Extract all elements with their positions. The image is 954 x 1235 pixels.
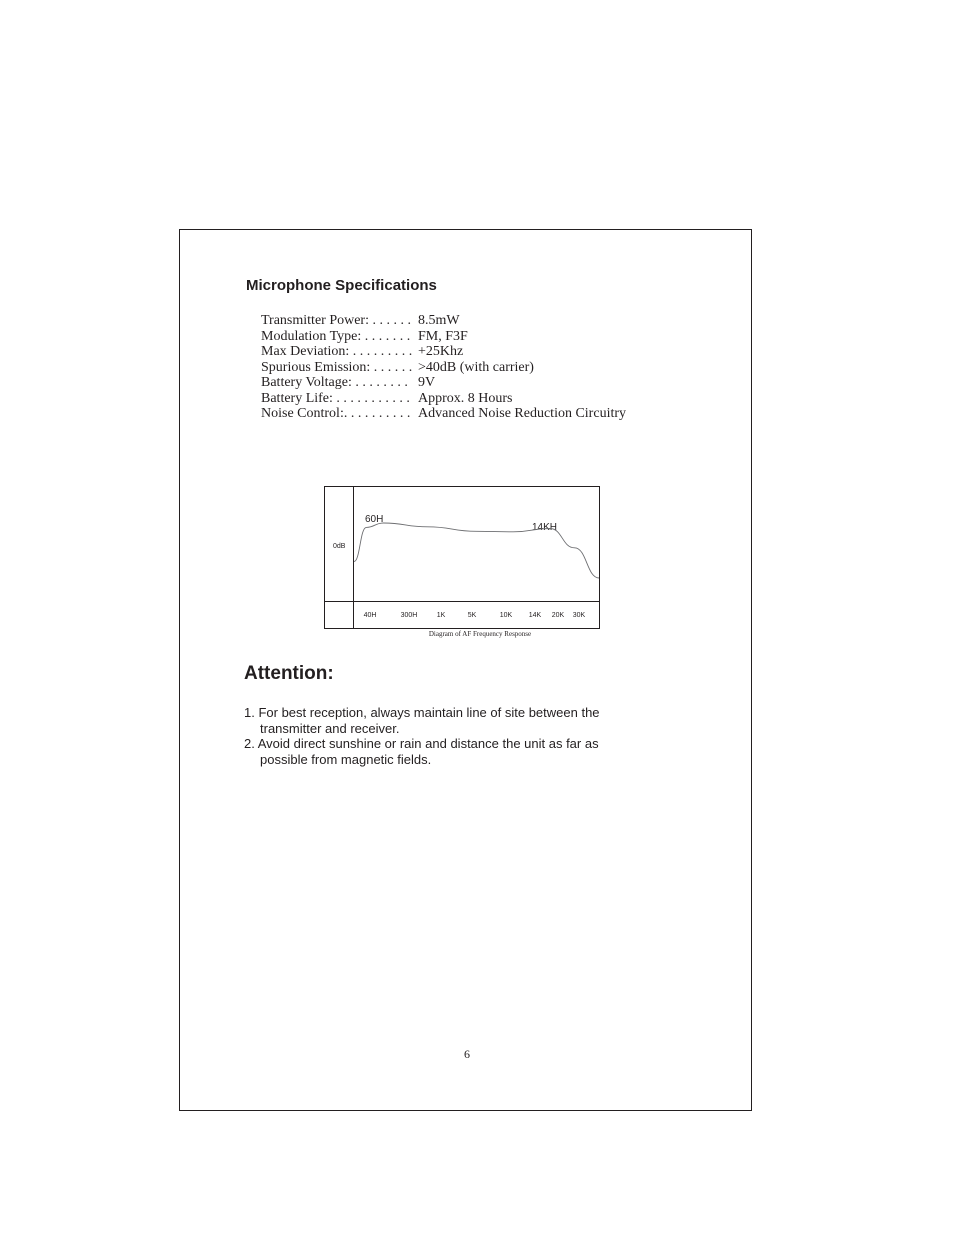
x-tick-label: 14K (528, 612, 542, 619)
spec-label: Spurious Emission: . . . . . . (261, 360, 413, 375)
frequency-response-line (354, 523, 599, 578)
page-number: 6 (464, 1047, 470, 1061)
spec-value: 9V (418, 375, 436, 390)
spec-value: Advanced Noise Reduction Circuitry (418, 406, 627, 421)
x-tick-label: 1K (436, 612, 446, 619)
chart-frame (325, 487, 600, 629)
attention-item-line: possible from magnetic fields. (260, 752, 432, 767)
spec-label: Battery Life: . . . . . . . . . . . (261, 391, 410, 406)
y-axis-label: 0dB (333, 543, 346, 550)
spec-label: Battery Voltage: . . . . . . . . (261, 375, 408, 390)
x-tick-label: 20K (551, 612, 565, 619)
x-tick-label: 10K (499, 612, 513, 619)
spec-label: Transmitter Power: . . . . . . (261, 313, 411, 328)
specifications-heading: Microphone Specifications (246, 277, 437, 294)
attention-item-line: 2. Avoid direct sunshine or rain and distance the unit as far as (244, 736, 599, 751)
spec-label: Max Deviation: . . . . . . . . . (261, 344, 413, 359)
spec-label: Noise Control:. . . . . . . . . . (261, 406, 411, 421)
spec-value: FM, F3F (418, 329, 468, 344)
annotation-14kh: 14KH (532, 522, 558, 533)
x-tick-label: 40H (363, 612, 377, 619)
spec-label: Modulation Type: . . . . . . . (261, 329, 411, 344)
attention-heading: Attention: (244, 663, 334, 684)
attention-item-line: transmitter and receiver. (260, 721, 400, 736)
spec-value: 8.5mW (418, 313, 460, 328)
spec-value: +25Khz (418, 344, 464, 359)
chart-caption: Diagram of AF Frequency Response (428, 630, 532, 638)
frequency-response-chart (324, 486, 600, 629)
annotation-60h: 60H (365, 514, 384, 525)
spec-value: Approx. 8 Hours (418, 391, 513, 406)
attention-item-1 (244, 705, 600, 737)
x-tick-label: 30K (572, 612, 586, 619)
attention-item-2 (244, 736, 599, 768)
attention-item-line: 1. For best reception, always maintain line of site between the (244, 705, 600, 720)
x-tick-label: 300H (400, 612, 418, 619)
x-tick-label: 5K (467, 612, 477, 619)
spec-value: >40dB (with carrier) (418, 360, 534, 375)
